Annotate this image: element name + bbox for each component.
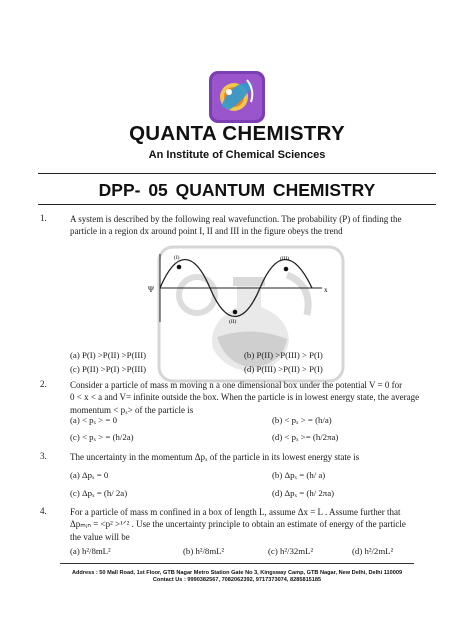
footer-contact: Contact Us : 9990382567, 7082062392, 9717373074, 8285815185 [152,577,322,583]
question-text [70,506,434,543]
footer-rule [60,563,414,564]
option-a: (a) Δpₓ = 0 [70,470,109,480]
question-line: Δpₘᵢₙ = <p² >¹ᐟ² . Use the uncertainty principle to obtain an estimate of energy of the particle [70,519,406,530]
question-line: Consider a particle of mass m moving n a one dimensional box under the potential V = 0 for [70,380,403,390]
point-three-label: (III) [280,256,290,262]
footer-address: Address : 50 Mall Road, 1st Floor, GTB Nagar Metro Station Gate No 3, Kingsway Camp, GTB Nagar, New Delhi, Delhi 110009 [71,570,403,576]
institute-name: QUANTA CHEMISTRY [129,122,345,145]
institute-tagline: An Institute of Chemical Sciences [148,149,326,161]
question-text [70,213,434,238]
option-a: (a) h²/8mL² [70,546,111,556]
point-two-label: (II) [229,319,237,325]
option-d: (d) Δpₓ = (h/ 2πa) [272,488,335,498]
option-c: (c) Δpₓ = (h/ 2a) [70,488,128,498]
point-two [233,310,238,315]
question-line: momentum < pₓ> of the particle is [70,404,194,415]
question-number: 3. [40,451,47,461]
question-number: 2. [40,379,47,389]
question-number: 4. [40,506,47,516]
x-label: x [324,286,328,294]
question-line: the value will be [70,531,130,542]
option-d: (d) P(III) >P(II) > P(I) [244,364,323,374]
question-line: 0 < x < a and V= infinite outside the box. When the particle is in lowest energy state, the average [70,392,420,403]
option-d: (d) < pₓ >= (h/2πa) [272,432,339,442]
question-line: particle in a region dx around point I, II and III in the figure obeys the trend [70,226,343,237]
question-line: The uncertainty in the momentum Δpₓ of the particle in its lowest energy state is [70,452,360,462]
question-text [70,379,434,416]
point-three [284,267,289,272]
point-one [177,265,182,270]
option-a: (a) < pₓ > = 0 [70,415,117,425]
option-b: (b) Δpₓ = (h/ a) [272,470,326,480]
option-c: (c) < pₓ > = (h/2a) [70,432,134,442]
option-b: (b) < pₓ > = (h/a) [272,415,332,425]
question-text [70,451,434,463]
option-b: (b) P(II) >P(III) > P(I) [244,350,323,360]
option-d: (d) h²/2mL² [352,546,394,556]
top-rule [38,173,436,174]
question-number: 1. [40,213,47,223]
option-a: (a) P(I) >P(II) >P(III) [70,350,147,360]
question-line: For a particle of mass m confined in a box of length L, assume Δx = L . Assume further that [70,507,401,517]
question-line: A system is described by the following real wavefunction. The probability (P) of finding the [70,214,402,224]
psi-label: Ψ [148,285,154,294]
point-one-label: (I) [174,255,180,261]
quanta-logo [207,70,267,124]
page-title: DPP- 05 QUANTUM CHEMISTRY [98,180,376,200]
option-c: (c) h²/32mL² [268,546,314,556]
title-rule [38,204,436,205]
wavefunction-graph [146,252,332,328]
option-c: (c) P(II) >P(I) >P(III) [70,364,147,374]
option-b: (b) h²/8mL² [183,546,225,556]
